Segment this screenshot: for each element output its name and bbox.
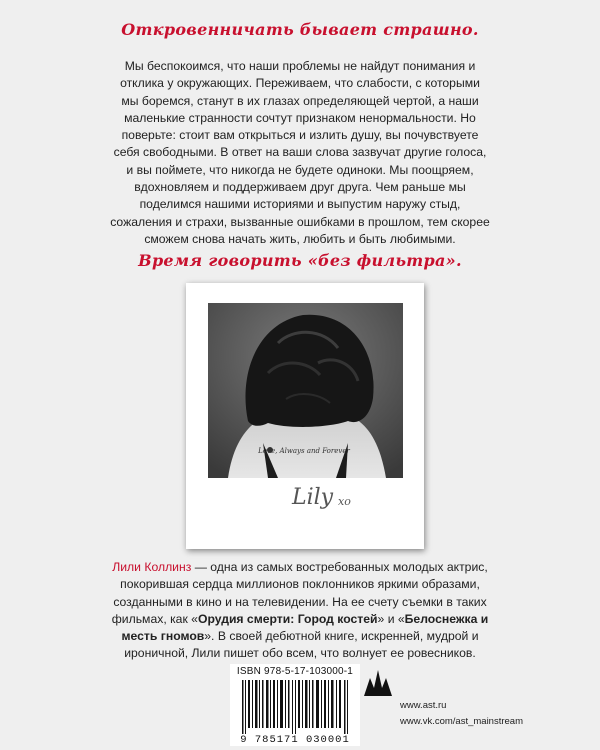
isbn-label: ISBN 978-5-17-103000-1 bbox=[236, 666, 354, 677]
author-photo bbox=[208, 303, 403, 478]
top-heading: Откровенничать бывает страшно. bbox=[121, 20, 479, 39]
photo-illustration bbox=[208, 303, 403, 478]
barcode-digits: 9 785171 030001 bbox=[240, 734, 350, 746]
author-name: Лили Коллинз bbox=[112, 560, 192, 574]
signature: Lily bbox=[292, 485, 334, 510]
social-url: www.vk.com/ast_mainstream bbox=[400, 716, 524, 727]
author-bio bbox=[100, 559, 500, 663]
middle-heading: Время говорить «без фильтра». bbox=[138, 251, 462, 270]
publisher-url: www.ast.ru bbox=[400, 700, 447, 711]
film-title-1: Орудия смерти: Город костей bbox=[197, 611, 378, 626]
film-title-2: Белоснежка и месть гномов bbox=[121, 611, 489, 644]
polaroid-photo bbox=[186, 283, 424, 549]
signature-xo: xo bbox=[338, 495, 351, 508]
tattoo-text: Love, Always and Forever bbox=[258, 447, 350, 455]
blurb-text: Мы беспокоимся, что наши проблемы не найдут понимания и отклика у окружающих. Переживаем, что слабости, с которыми мы боремся, станут в их глазах определяющей чертой, а наши маленькие странности сочтут признаком ненормальности. Но поверьте: стоит вам открыться и излить душу, вы почувствуете себя свободными. В ответ на ваши слова зазвучат другие голоса, и вы поймете, что никогда не будете одиноки. Мы поощряем, вдохновляем и поддерживаем друг друга. Чем раньше мы поделимся нашими историями и выпустим наружу стыд, сожаления и страхи, вызванные ошибками в прошлом, тем скорее сможем снова начать жить, любить и быть любимыми. bbox=[110, 59, 490, 246]
publisher-logo-icon bbox=[364, 670, 392, 696]
barcode bbox=[230, 664, 360, 746]
barcode-icon bbox=[240, 680, 350, 734]
bio-text-3: ». В своей дебютной книге, искренней, мудрой и ироничной, Лили пишет обо всем, что волнует ее ровесников. bbox=[124, 629, 479, 661]
bio-text-2: » и « bbox=[377, 611, 405, 626]
bio-text-1: — одна из самых востребованных молодых актрис, покорившая сердца миллионов поклонников яркими образами, созданными в кино и на телевидении. На ее счету съемки в таких фильмах, как « bbox=[111, 560, 488, 626]
